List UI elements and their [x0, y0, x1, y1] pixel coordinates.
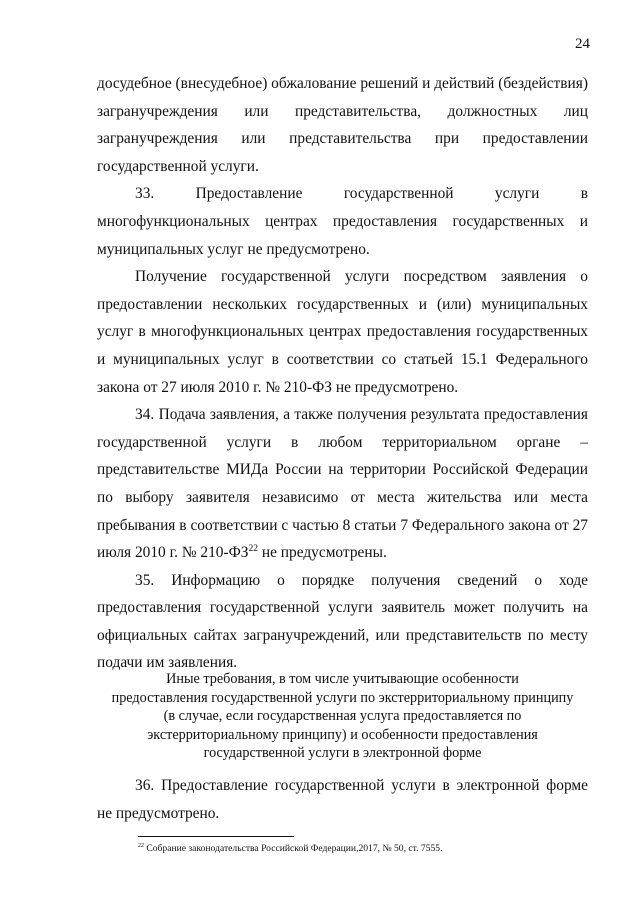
- after-heading-text: [97, 772, 588, 827]
- body-text: [97, 70, 588, 677]
- section-heading-line: государственной услуги в электронной форме: [203, 745, 482, 762]
- footnote-text: Собрание законодательства Российской Федерации,2017, № 50, ст. 7555.: [143, 843, 443, 854]
- paragraph-36: 36. Предоставление государственной услуги в электронной форме не предусмотрено.: [97, 777, 588, 822]
- section-heading-line: Иные требования, в том числе учитывающие особенности: [166, 671, 519, 687]
- paragraph-34-text-end: не предусмотрены.: [258, 544, 387, 562]
- section-heading-line: экстерриториальному принципу) и особенности предоставления: [147, 726, 538, 743]
- paragraph-continuation: досудебное (внесудебное) обжалование решений и действий (бездействия) загранучреждения или представительства, должностных лиц загранучреждения или представительства при предоставлении государственной услуги.: [97, 75, 588, 175]
- footnote-divider: [138, 836, 294, 837]
- footnote-ref-22: 22: [248, 542, 259, 554]
- section-heading: [97, 670, 588, 763]
- paragraph-35: 35. Информацию о порядке получения сведений о ходе предоставления государственной услуги заявитель может получить на официальных сайтах загранучреждений, или представительств по месту подачи им заявления.: [97, 571, 588, 672]
- paragraph-33-mfc: Получение государственной услуги посредством заявления о предоставлении нескольких государственных и (или) муниципальных услуг в многофункциональных центрах предоставления государственных и муниципальных услуг в соответствии со статьей 15.1 Федерального закона от 27 июля 2010 г. № 210-ФЗ не предусмотрено.: [97, 268, 588, 396]
- section-heading-line: (в случае, если государственная услуга предоставляется по: [163, 708, 522, 725]
- paragraph-33: 33. Предоставление государственной услуги в многофункциональных центрах предоставления государственных и муниципальных услуг не предусмотрено.: [97, 185, 588, 258]
- paragraph-34: [97, 401, 588, 567]
- footnote-number: 22: [138, 842, 144, 849]
- section-heading-line: предоставления государственной услуги по экстерриториальному принципу: [111, 689, 574, 706]
- page-number: 24: [575, 36, 590, 52]
- footnote-22: [138, 843, 598, 855]
- paragraph-34-text: 34. Подача заявления, а также получения результата предоставления государственной услуги в любом территориальном органе – представительстве МИДа России на территории Российской Федерации по выбору заявителя независимо от места жительства или места пребывания в соответствии с частью 8 статьи 7 Федерального закона от 27 июля 2010 г. № 210-ФЗ: [97, 406, 588, 562]
